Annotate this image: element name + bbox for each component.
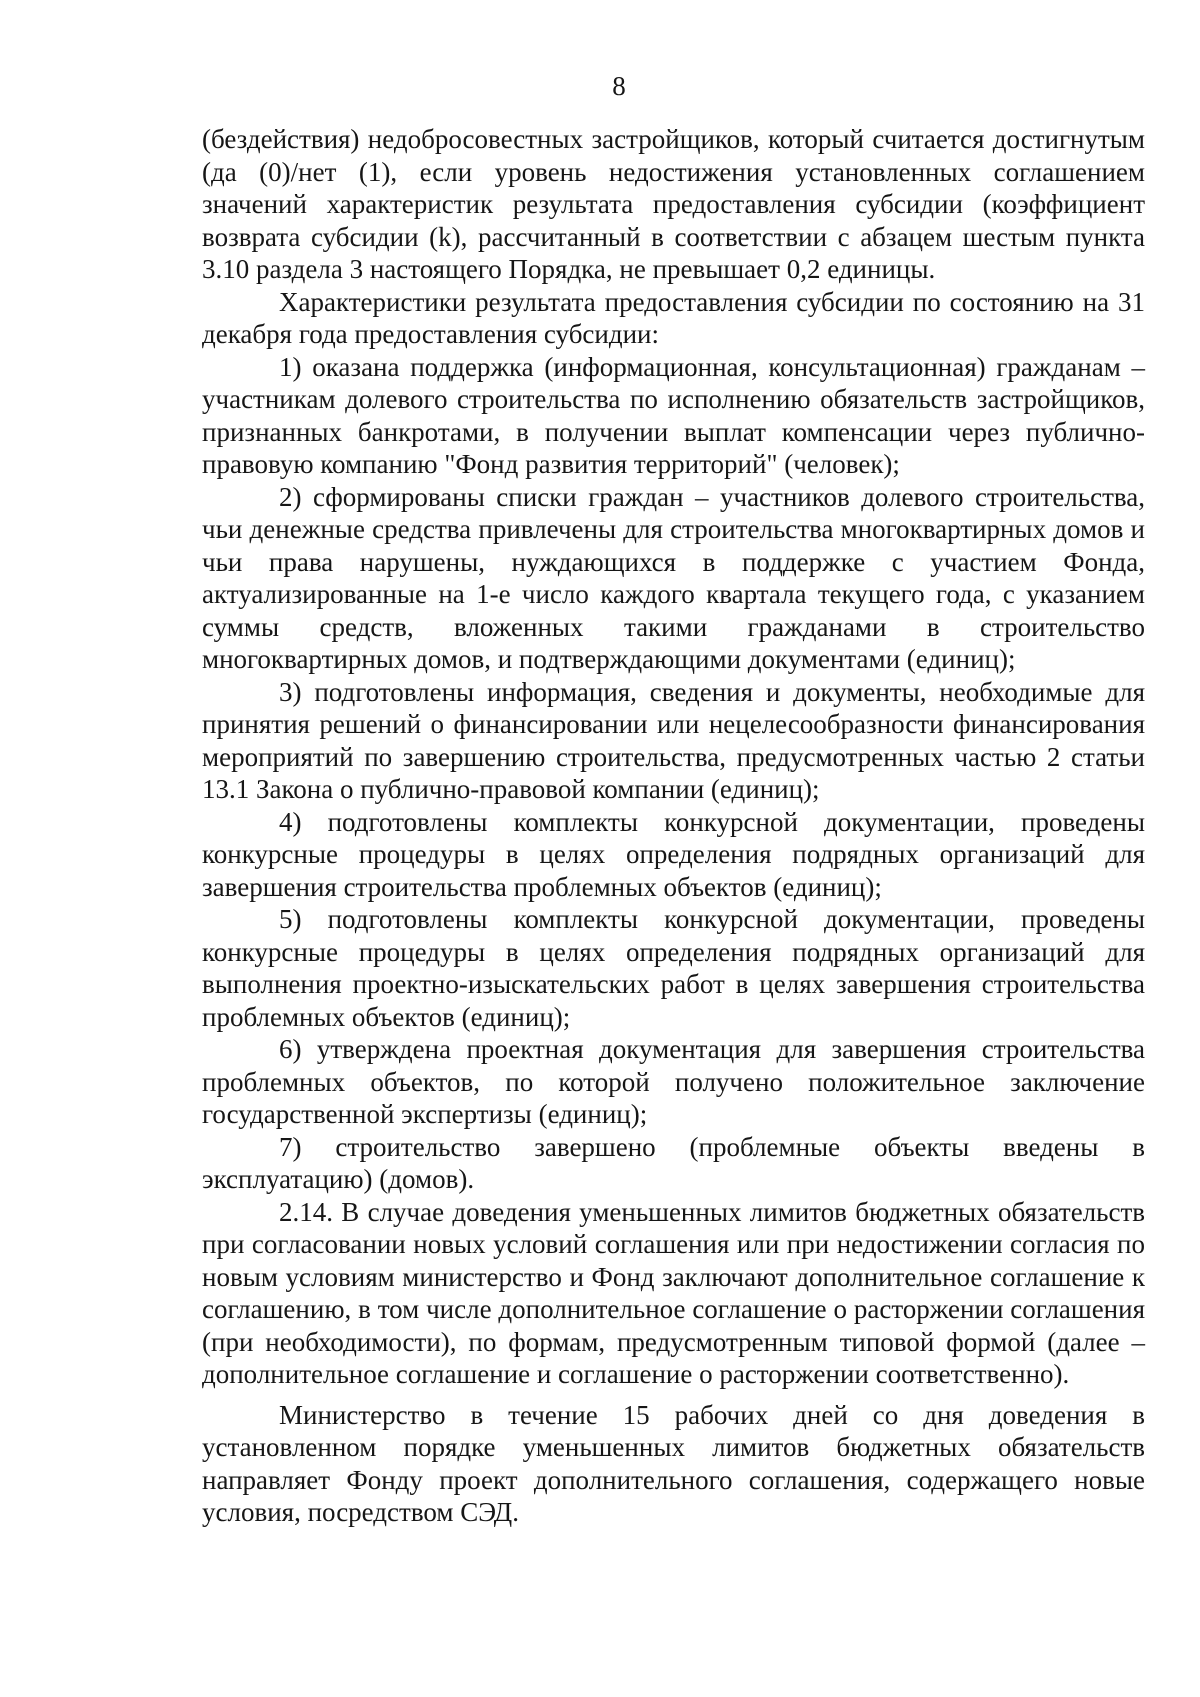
list-item-5: 5) подготовлены комплекты конкурсной документации, проведены конкурсные процедуры в целях определения подрядных организаций для выполнения проектно-изыскательских работ в целях завершения строительства проблемных объектов (единиц); [202,904,1145,1032]
list-item-7: 7) строительство завершено (проблемные объекты введены в эксплуатацию) (домов). [202,1131,1145,1194]
list-item-6: 6) утверждена проектная документация для завершения строительства проблемных объектов, по которой получено положительное заключение государственной экспертизы (единиц); [202,1034,1145,1129]
paragraph-continuation: (бездействия) недобросовестных застройщиков, который считается достигнутым (да (0)/нет (1), если уровень недостижения установленных соглашением значений характеристик результата предоставления субсидии (коэффициент возврата субсидии (k), рассчитанный в соответствии с абзацем шестым пункта 3.10 раздела 3 настоящего Порядка, не превышает 0,2 единицы. [202,124,1145,284]
list-item-2: 2) сформированы списки граждан – участников долевого строительства, чьи денежные средства привлечены для строительства многоквартирных домов и чьи права нарушены, нуждающихся в поддержке с участием Фонда, актуализированные на 1-е число каждого квартала текущего года, с указанием суммы средств, вложенных такими гражданами в строительство многоквартирных домов, и подтверждающими документами (единиц); [202,481,1145,674]
list-item-3: 3) подготовлены информация, сведения и документы, необходимые для принятия решений о финансировании или нецелесообразности финансирования мероприятий по завершению строительства, предусмотренных частью 2 статьи 13.1 Закона о публично-правовой компании (единиц); [202,676,1145,804]
paragraph-characteristics-intro: Характеристики результата предоставления субсидии по состоянию на 31 декабря года предоставления субсидии: [202,286,1145,349]
document-body [202,123,1145,1529]
list-item-1: 1) оказана поддержка (информационная, консультационная) гражданам – участникам долевого строительства по исполнению обязательств застройщиков, признанных банкротами, в получении выплат компенсации через публично-правовую компанию "Фонд развития территорий" (человек); [202,351,1145,479]
page-number: 8 [612,71,626,101]
list-item-4: 4) подготовлены комплекты конкурсной документации, проведены конкурсные процедуры в целях определения подрядных организаций для завершения строительства проблемных объектов (единиц); [202,806,1145,902]
paragraph-ministry: Министерство в течение 15 рабочих дней со дня доведения в установленном порядке уменьшенных лимитов бюджетных обязательств направляет Фонду проект дополнительного соглашения, содержащего новые условия, посредством СЭД. [202,1399,1145,1527]
paragraph-2-14: 2.14. В случае доведения уменьшенных лимитов бюджетных обязательств при согласовании новых условий соглашения или при недостижении согласия по новым условиям министерство и Фонд заключают дополнительное соглашение к соглашению, в том числе дополнительное соглашение о расторжении соглашения (при необходимости), по формам, предусмотренным типовой формой (далее – дополнительное соглашение и соглашение о расторжении соответственно). [202,1196,1145,1389]
